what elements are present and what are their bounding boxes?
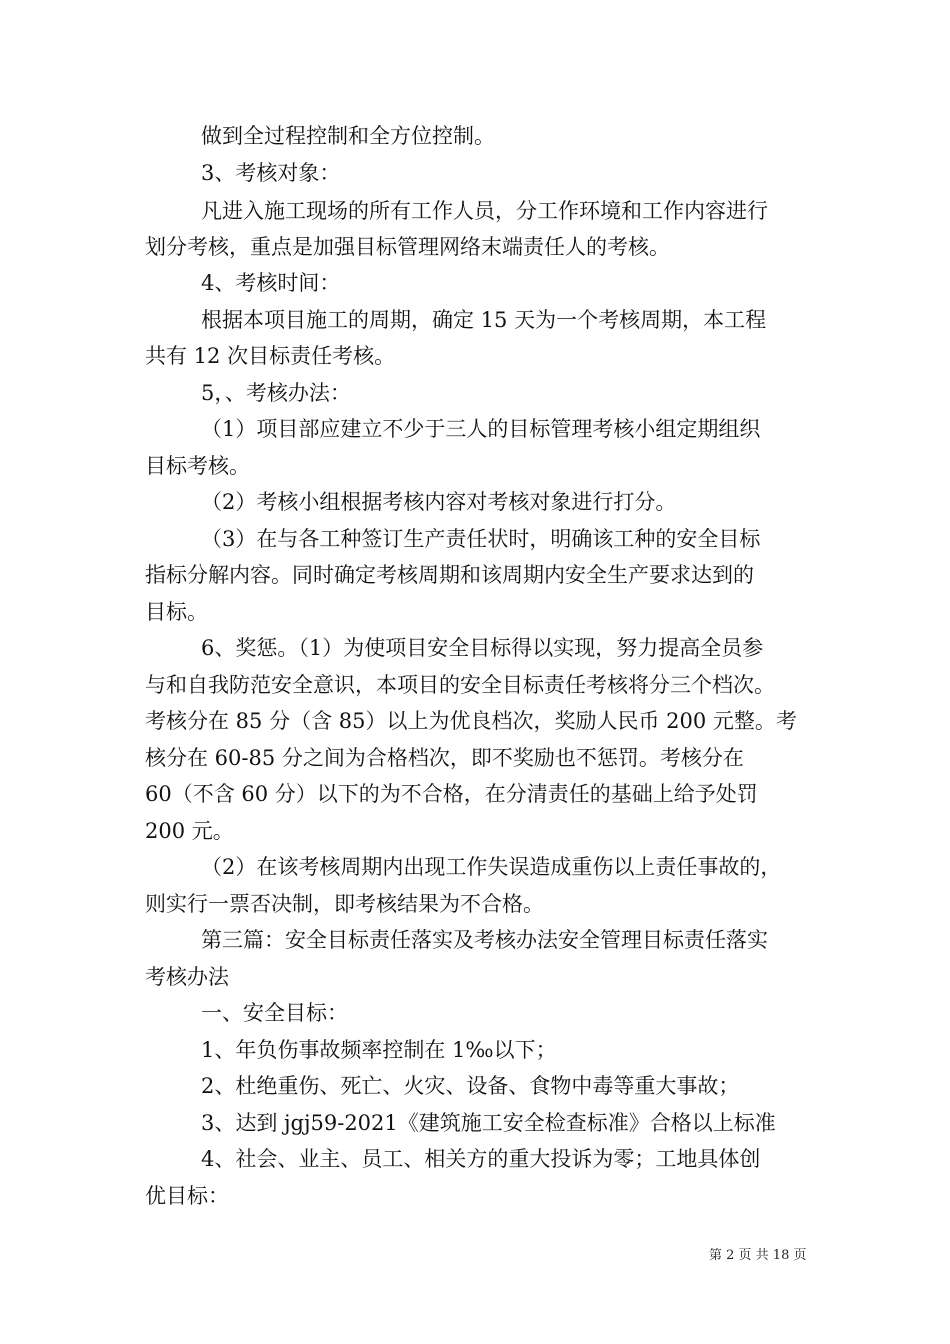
- text-line: 与和自我防范安全意识，本项目的安全目标责任考核将分三个档次。: [145, 673, 775, 697]
- text-line: 凡进入施工现场的所有工作人员，分工作环境和工作内容进行: [201, 199, 768, 223]
- text-line: 考核办法: [145, 965, 229, 989]
- page-number: 第 2 页 共 18 页: [709, 1248, 807, 1263]
- text-line: 4、考核时间：: [201, 271, 341, 295]
- text-line: 优目标：: [145, 1184, 229, 1208]
- text-line: 目标考核。: [145, 454, 250, 478]
- text-line: （2）考核小组根据考核内容对考核对象进行打分。: [201, 490, 677, 514]
- text-line: （2）在该考核周期内出现工作失误造成重伤以上责任事故的，: [201, 855, 782, 879]
- text-line: 2、杜绝重伤、死亡、火灾、设备、食物中毒等重大事故；: [201, 1074, 740, 1098]
- text-line: （3）在与各工种签订生产责任状时，明确该工种的安全目标: [201, 527, 761, 551]
- text-line: 1、年负伤事故频率控制在 1‰以下；: [201, 1038, 557, 1062]
- text-line: 核分在 60-85 分之间为合格档次，即不奖励也不惩罚。考核分在: [145, 746, 744, 770]
- text-line: 200 元。: [145, 819, 234, 843]
- text-line: 目标。: [145, 600, 208, 624]
- text-line: （1）项目部应建立不少于三人的目标管理考核小组定期组织: [201, 417, 761, 441]
- text-line: 划分考核，重点是加强目标管理网络末端责任人的考核。: [145, 235, 670, 259]
- text-line: 则实行一票否决制，即考核结果为不合格。: [145, 892, 544, 916]
- text-line: 3、达到 jgj59-2021《建筑施工安全检查标准》合格以上标准: [201, 1111, 776, 1135]
- text-line: 3、考核对象：: [201, 161, 341, 185]
- text-line: 5，、考核办法：: [201, 381, 351, 405]
- text-line: 考核分在 85 分（含 85）以上为优良档次，奖励人民币 200 元整。考: [145, 709, 797, 733]
- text-line: 4、社会、业主、员工、相关方的重大投诉为零；工地具体创: [201, 1147, 761, 1171]
- text-line: 6、奖惩。（1）为使项目安全目标得以实现，努力提高全员参: [201, 636, 764, 660]
- text-line: 一、安全目标：: [201, 1001, 348, 1025]
- text-line: 第三篇：安全目标责任落实及考核办法安全管理目标责任落实: [201, 928, 768, 952]
- text-line: 指标分解内容。同时确定考核周期和该周期内安全生产要求达到的: [145, 563, 754, 587]
- text-line: 做到全过程控制和全方位控制。: [201, 124, 495, 148]
- text-line: 根据本项目施工的周期，确定 15 天为一个考核周期，本工程: [201, 308, 767, 332]
- text-line: 60（不含 60 分）以下的为不合格，在分清责任的基础上给予处罚: [145, 782, 758, 806]
- text-line: 共有 12 次目标责任考核。: [145, 344, 396, 368]
